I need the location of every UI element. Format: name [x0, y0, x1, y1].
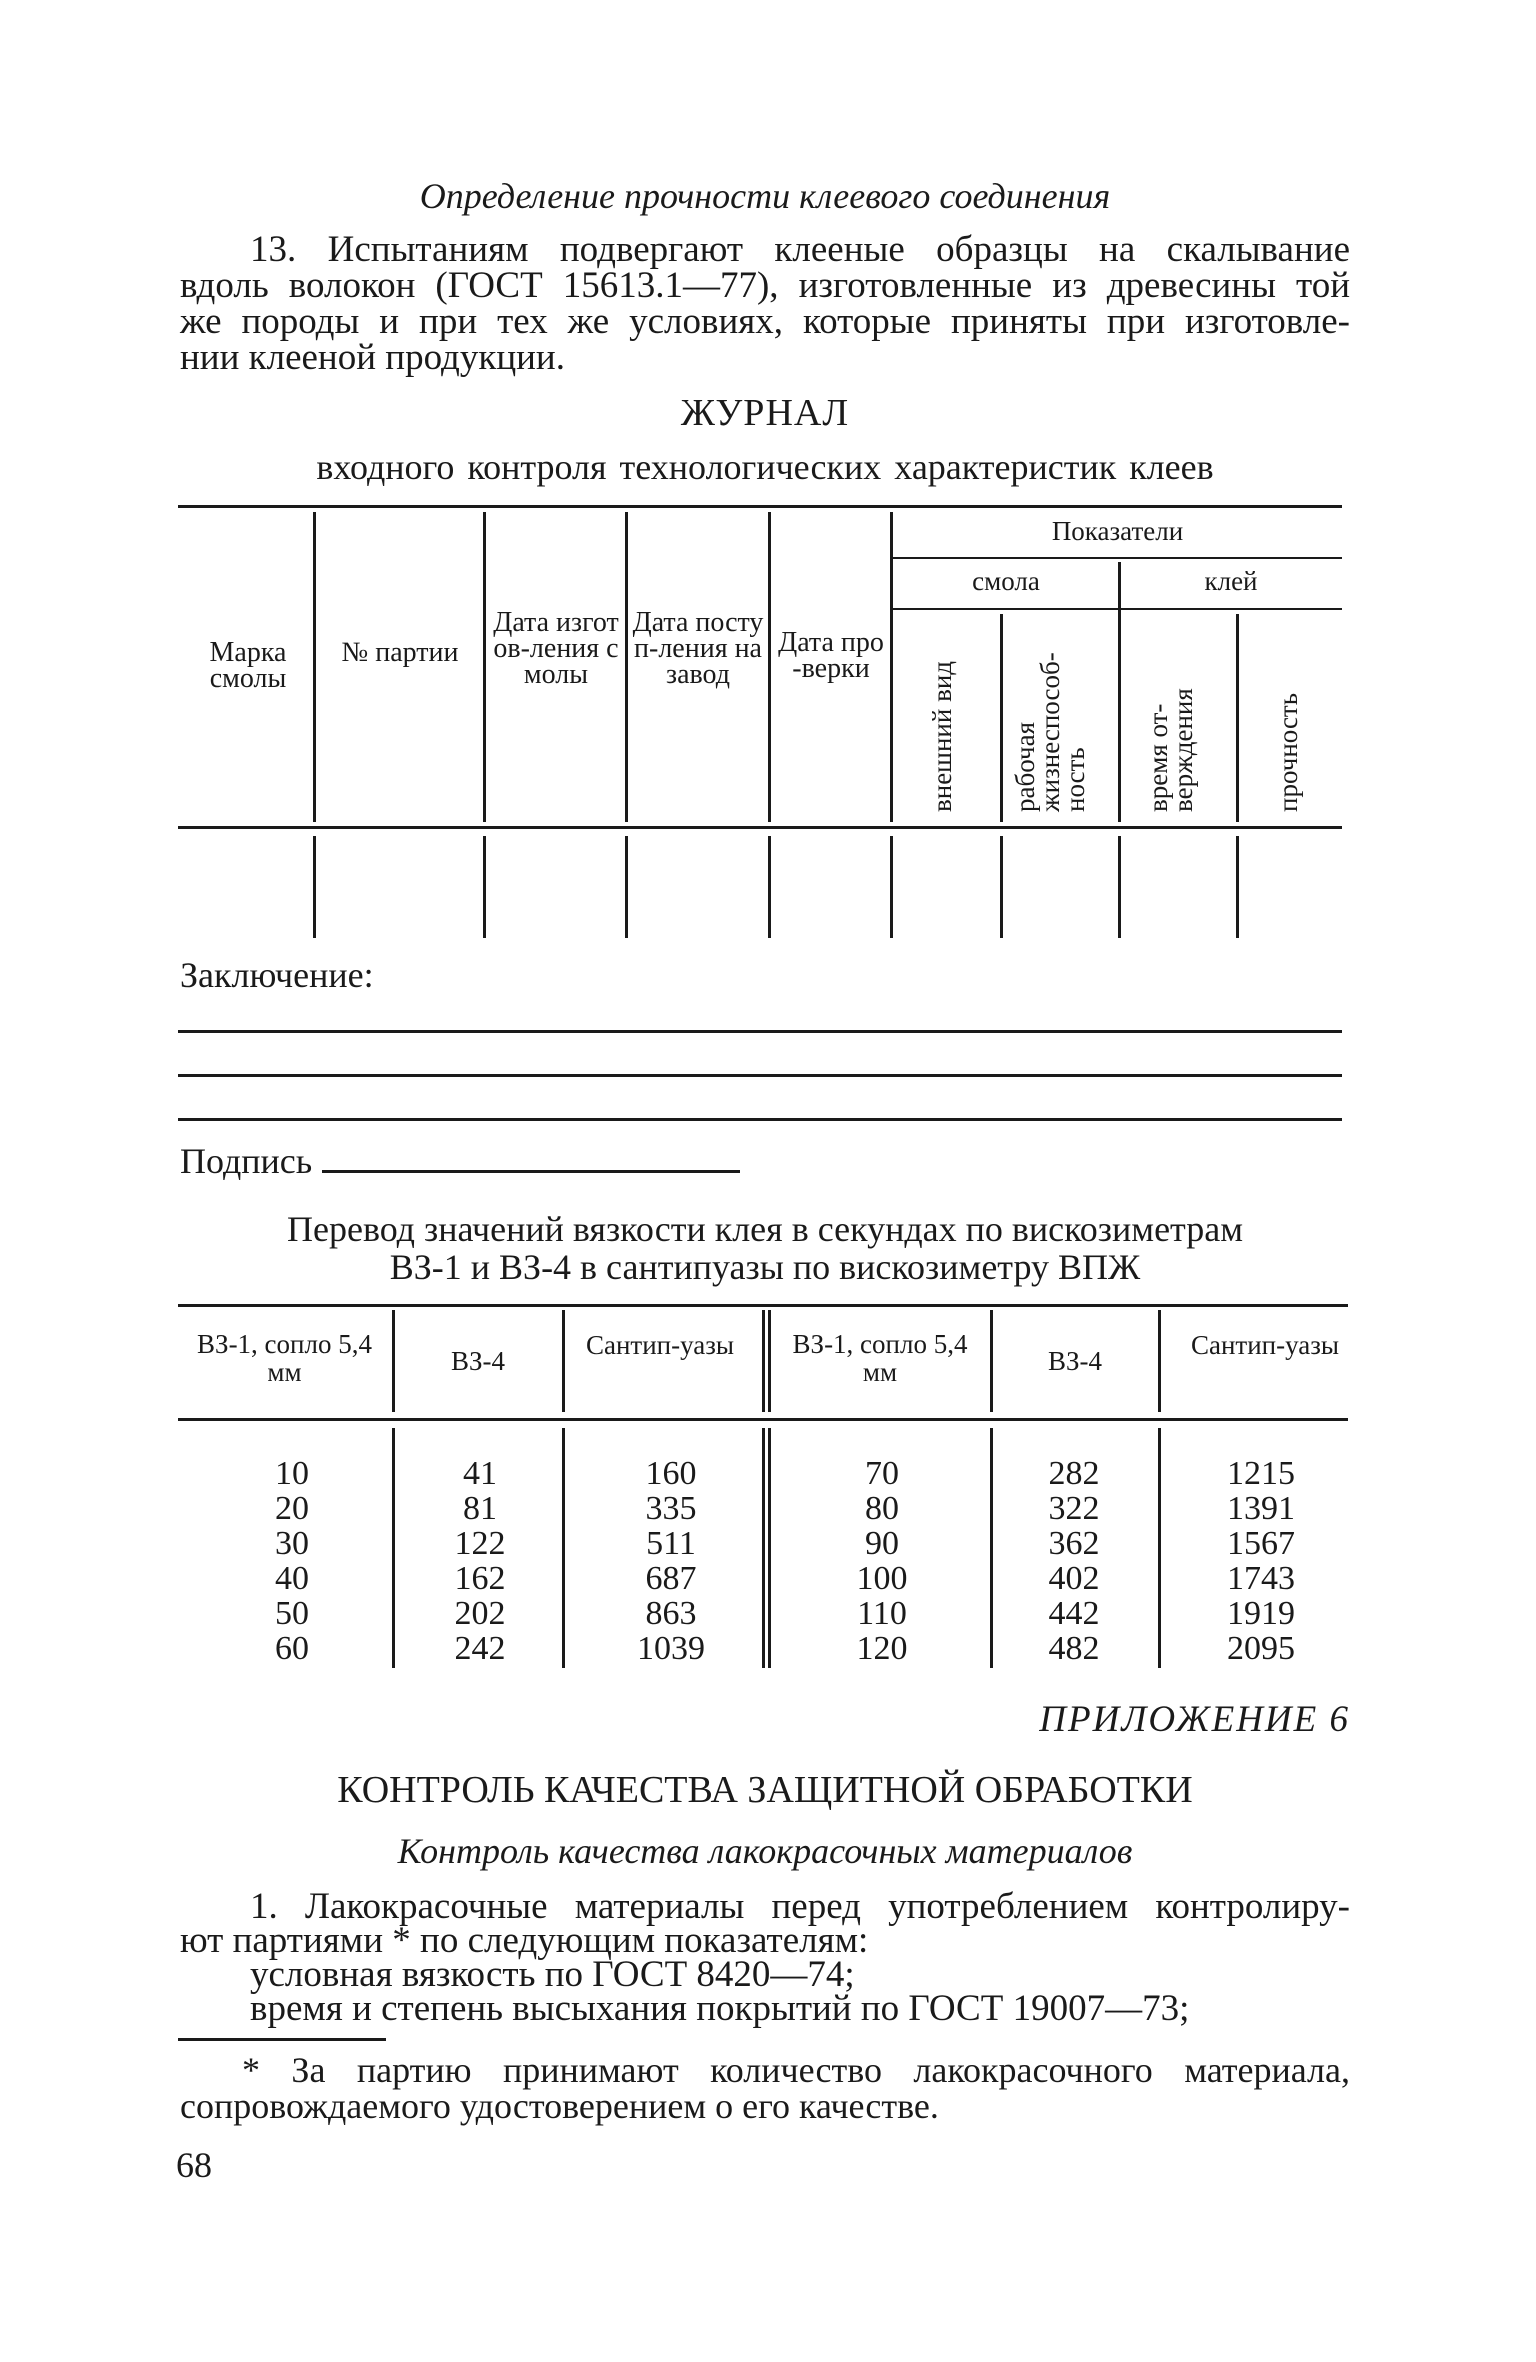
vis-cell: 335 — [645, 1490, 697, 1527]
col-strength: прочность — [1273, 692, 1303, 812]
appendix-paragraph — [180, 1886, 1350, 2029]
col-receipt-date: Дата поступ-ления на завод — [632, 607, 764, 690]
vis-cell: 687 — [645, 1560, 697, 1597]
col-cure-time: время от-верждения — [1143, 688, 1198, 812]
para-line: нии клееной продукции. — [180, 337, 565, 378]
para-line: 13. Испытаниям подвергают клееные образцы на скалывание — [250, 229, 1350, 270]
col-pot-life: рабочая жизнеспособ-ность — [1010, 652, 1090, 812]
vis-cell: 442 — [1048, 1595, 1100, 1632]
vis-cell: 1039 — [637, 1630, 705, 1667]
vis-cell: 1567 — [1227, 1525, 1295, 1562]
vis-cell: 30 — [275, 1525, 309, 1562]
para-line: время и степень высыхания покрытий по ГОСТ 19007—73; — [250, 1988, 1190, 2029]
vis-cell: 511 — [646, 1525, 696, 1562]
vis-cell: 10 — [275, 1455, 309, 1492]
vis-cell: 50 — [275, 1595, 309, 1632]
vis-header: Сантип-уазы — [1190, 1330, 1340, 1360]
vis-header: ВЗ-4 — [450, 1346, 506, 1376]
vis-header: ВЗ-1, сопло 5,4 мм — [792, 1329, 968, 1387]
viscosity-title-line: ВЗ-1 и ВЗ-4 в сантипуазы по вискозиметру ВПЖ — [389, 1247, 1141, 1287]
vis-cell: 282 — [1048, 1455, 1100, 1492]
footnote-line: сопровождаемого удостоверением о его качестве. — [180, 2086, 939, 2126]
col-resin: смола — [972, 566, 1040, 596]
conclusion-label: Заключение: — [180, 955, 374, 995]
vis-col-vz1-a — [232, 1456, 352, 1666]
vis-cell: 863 — [645, 1595, 697, 1632]
vis-cell: 41 — [463, 1455, 497, 1492]
vis-cell: 402 — [1048, 1560, 1100, 1597]
para-line: же породы и при тех же условиях, которые приняты при изготовле- — [180, 301, 1350, 342]
vis-cell: 160 — [645, 1455, 697, 1492]
vis-cell: 1743 — [1227, 1560, 1295, 1597]
page-number: 68 — [176, 2145, 212, 2185]
para-line: вдоль волокон (ГОСТ 15613.1—77), изготовленные из древесины той — [180, 265, 1350, 306]
appendix-title: КОНТРОЛЬ КАЧЕСТВА ЗАЩИТНОЙ ОБРАБОТКИ — [337, 1769, 1193, 1811]
vis-cell: 120 — [856, 1630, 908, 1667]
col-batch-no: № партии — [341, 637, 459, 668]
vis-col-vz4-a — [420, 1456, 540, 1666]
vis-cell: 40 — [275, 1560, 309, 1597]
conclusion-line — [178, 1030, 1342, 1033]
vis-cell: 70 — [865, 1455, 899, 1492]
vis-cell: 162 — [454, 1560, 506, 1597]
signature-line — [322, 1170, 740, 1173]
vis-cell: 60 — [275, 1630, 309, 1667]
vis-cell: 242 — [454, 1630, 506, 1667]
appendix-label: ПРИЛОЖЕНИЕ 6 — [1039, 1699, 1350, 1740]
vis-col-vz4-b — [1014, 1456, 1134, 1666]
section-paragraph — [180, 229, 1350, 378]
vis-cell: 20 — [275, 1490, 309, 1527]
section-heading: Определение прочности клеевого соединения — [419, 176, 1111, 216]
footnote-divider — [178, 2038, 386, 2041]
col-indicators: Показатели — [1051, 516, 1184, 546]
col-glue: клей — [1204, 566, 1258, 596]
vis-col-cp-b — [1196, 1456, 1326, 1666]
vis-col-cp-a — [606, 1456, 736, 1666]
conclusion-line — [178, 1118, 1342, 1121]
vis-cell: 110 — [857, 1595, 907, 1632]
para-line: 1. Лакокрасочные материалы перед употреблением контролиру- — [250, 1886, 1350, 1927]
signature-label: Подпись — [180, 1141, 313, 1181]
viscosity-title-line: Перевод значений вязкости клея в секундах по вискозиметрам — [286, 1209, 1243, 1249]
vis-cell: 2095 — [1227, 1630, 1295, 1667]
footnote-line: * За партию принимают количество лакокрасочного материала, — [242, 2050, 1350, 2090]
conclusion-line — [178, 1074, 1342, 1077]
vis-cell: 1919 — [1227, 1595, 1295, 1632]
para-line: условная вязкость по ГОСТ 8420—74; — [250, 1954, 855, 1995]
vis-cell: 1215 — [1227, 1455, 1295, 1492]
footnote — [180, 2052, 1350, 2124]
journal-subtitle: входного контроля технологических характеристик клеев — [316, 447, 1214, 487]
col-resin-brand: Марка смолы — [209, 637, 287, 694]
vis-cell: 90 — [865, 1525, 899, 1562]
vis-cell: 202 — [454, 1595, 506, 1632]
vis-header: ВЗ-4 — [1047, 1346, 1103, 1376]
col-appearance: внешний вид — [927, 660, 957, 812]
vis-cell: 362 — [1048, 1525, 1100, 1562]
vis-cell: 80 — [865, 1490, 899, 1527]
vis-cell: 122 — [454, 1525, 506, 1562]
col-check-date: Дата про-верки — [778, 627, 884, 684]
viscosity-title — [180, 1210, 1350, 1286]
vis-header: Сантип-уазы — [585, 1330, 735, 1360]
vis-cell: 100 — [856, 1560, 908, 1597]
vis-cell: 1391 — [1227, 1490, 1295, 1527]
journal-title: ЖУРНАЛ — [680, 392, 850, 434]
vis-col-vz1-b — [822, 1456, 942, 1666]
appendix-subtitle: Контроль качества лакокрасочных материалов — [397, 1831, 1133, 1871]
col-manufacture-date: Дата изготов-ления смолы — [493, 607, 619, 690]
vis-cell: 482 — [1048, 1630, 1100, 1667]
para-line: ют партиями * по следующим показателям: — [180, 1920, 869, 1961]
vis-header: ВЗ-1, сопло 5,4 мм — [197, 1329, 372, 1387]
vis-cell: 322 — [1048, 1490, 1100, 1527]
vis-cell: 81 — [463, 1490, 497, 1527]
